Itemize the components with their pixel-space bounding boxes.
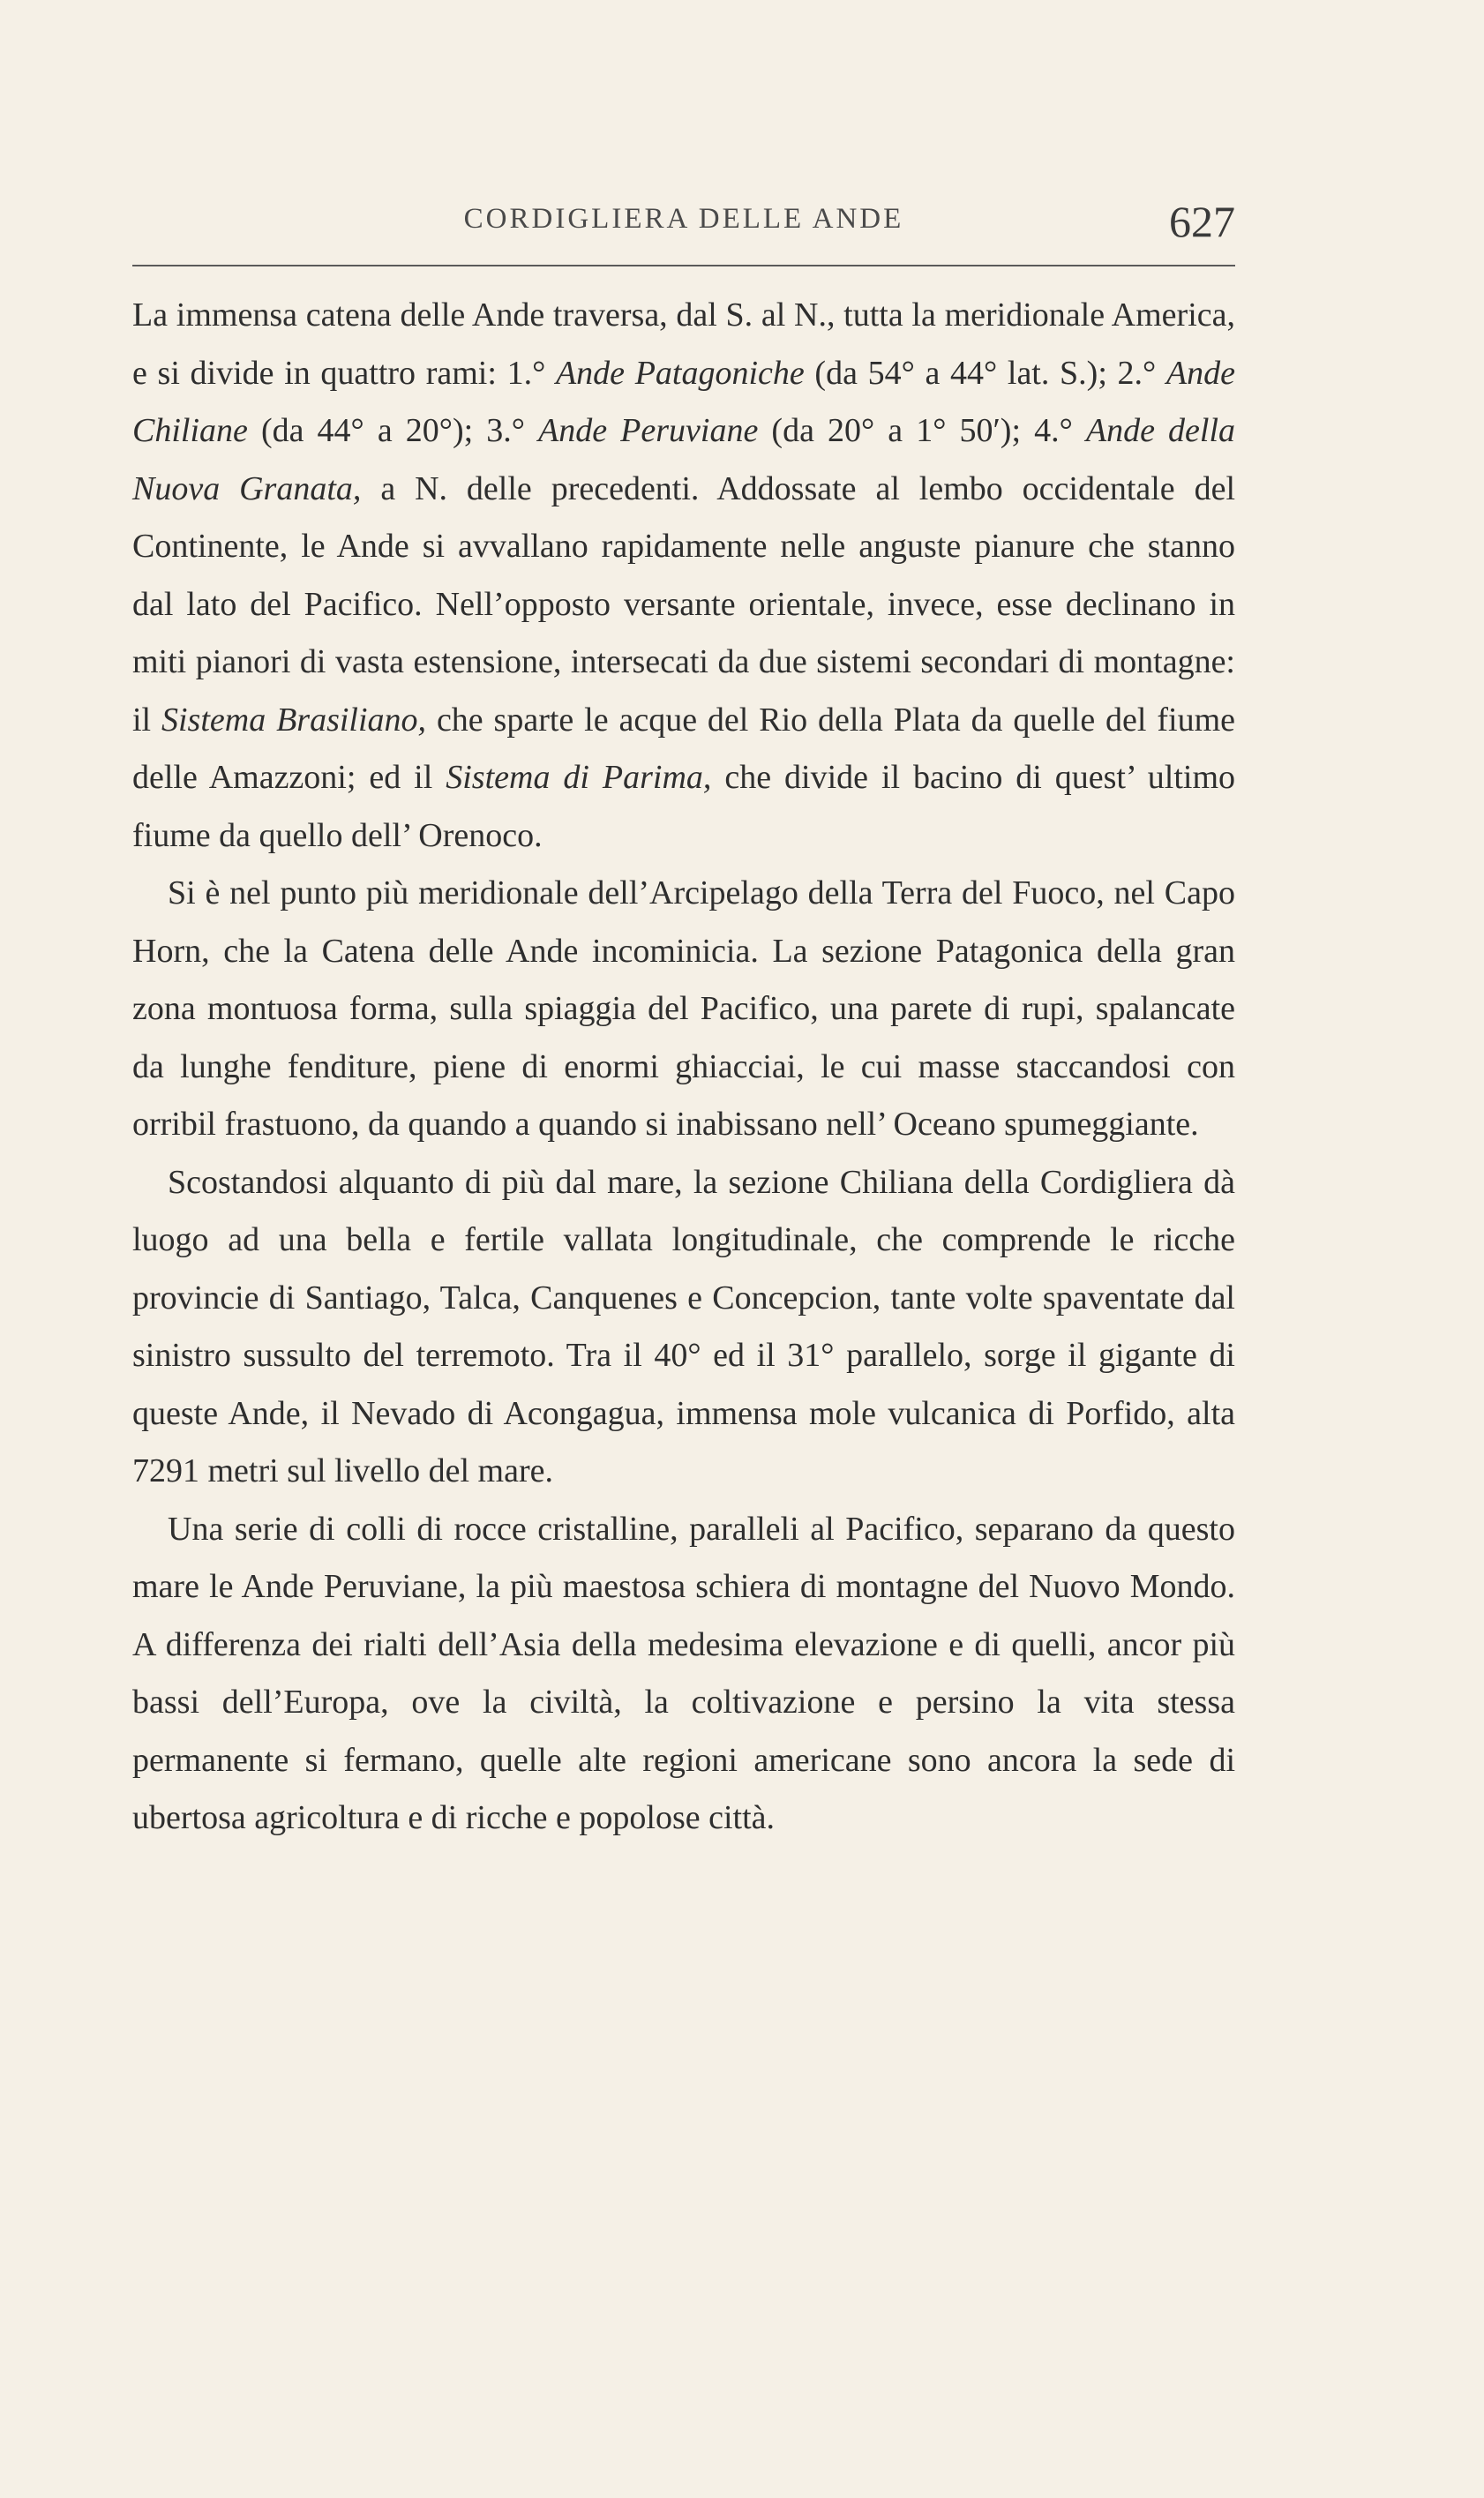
italic-term: Ande della Nuova Granata, [132,412,1236,507]
header-rule [132,265,1235,266]
paragraph [132,865,1235,1154]
text-run: (da 54° a 44° lat. S.); 2.° [804,354,1166,392]
italic-term: Ande Patagoniche [555,354,805,392]
paragraph [132,1154,1235,1501]
text-run: (da 20° a 1° 50′); 4.° [758,412,1086,449]
text-run: che sparte le acque del Rio della Plata da quelle del fiume delle Amazzoni; ed il [132,701,1235,796]
paragraph [132,1501,1235,1848]
text-run: (da 44° a 20°); 3.° [247,412,539,449]
italic-term: Ande Peruviane [538,412,759,449]
italic-term: Sistema di Parima, [446,759,712,796]
paragraph [132,287,1235,865]
running-title: CORDIGLIERA DELLE ANDE [463,203,904,235]
italic-term: Ande Chiliane [132,354,1235,449]
text-run: Scostandosi alquanto di più dal mare, la sezione Chiliana della Cordigliera dà luogo ad una bella e fertile vallata longitudinale, che comprende le ricche provincie di Santiago, Talca, Canquenes e Concepcion, tante volte spaventate dal sinistro sussulto del terremoto. Tra il 40° ed il 31° parallelo, sorge il gigante di queste Ande, il Nevado di Acongagua, immensa mole vulcanica di Porfido, alta 7291 metri sul livello del mare. [132,1163,1235,1489]
text-run: La immensa catena delle Ande traversa, dal S. al N., tutta la meridionale America, e si divide in quattro rami: 1.° [132,296,1235,392]
italic-term: Sistema Brasiliano, [161,701,427,739]
body-text [132,287,1235,1848]
text-run: a N. delle precedenti. Addossate al lembo occidentale del Continente, le Ande si avvallano rapidamente nelle anguste pianure che stanno dal lato del Pacifico. Nell’opposto versante orientale, invece, esse declinano in miti pianori di vasta estensione, intersecati da due sistemi secondari di montagne: il [132,469,1235,739]
text-run: Si è nel punto più meridionale dell’Arcipelago della Terra del Fuoco, nel Capo Horn, che la Catena delle Ande incominicia. La sezione Patagonica della gran zona montuosa forma, sulla spiaggia del Pacifico, una parete di rupi, spalancate da lunghe fenditure, piene di enormi ghiacciai, le cui masse staccandosi con orribil frastuono, da quando a quando si inabissano nell’ Oceano spumeggiante. [132,874,1235,1143]
running-head [132,196,1235,249]
page-number: 627 [1169,197,1235,246]
text-run: che divide il bacino di quest’ ultimo fiume da quello dell’ Orenoco. [132,759,1236,854]
text-run: Una serie di colli di rocce cristalline, paralleli al Pacifico, separano da questo mare le Ande Peruviane, la più maestosa schiera di montagne del Nuovo Mondo. A differenza dei rialti dell’Asia della medesima elevazione e di quelli, ancor più bassi dell’Europa, ove la civiltà, la coltivazione e persino la vita stessa permanente si fermano, quelle alte regioni americane sono ancora la sede di ubertosa agricoltura e di ricche e popolose città. [132,1510,1235,1836]
